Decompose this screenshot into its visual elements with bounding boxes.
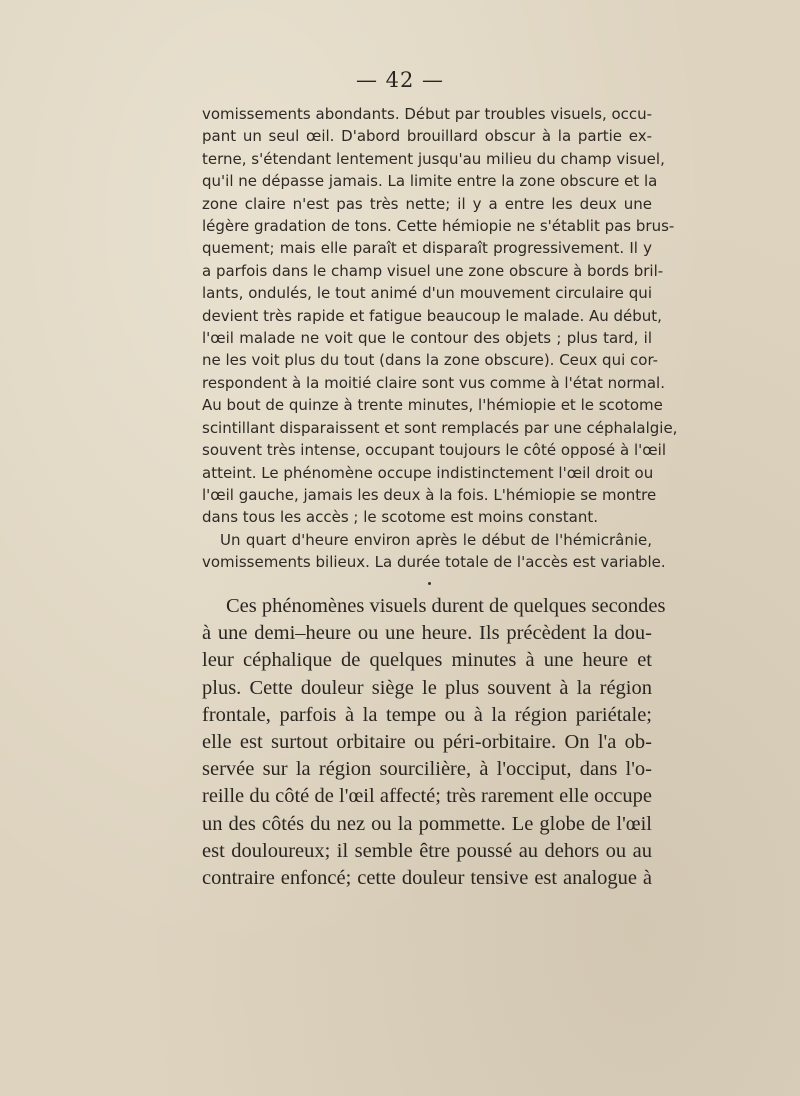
text-line: à une demi–heure ou une heure. Ils précèdent la dou- — [202, 622, 652, 645]
text-line: plus. Cette douleur siège le plus souvent à la région — [202, 676, 652, 699]
text-line: respondent à la moitié claire sont vus comme à l'état normal. — [202, 373, 665, 392]
text-line: frontale, parfois à la tempe ou à la région pariétale; — [202, 703, 652, 726]
text-line: servée sur la région sourcilière, à l'occiput, dans l'o- — [202, 758, 652, 781]
ink-dot — [428, 582, 431, 585]
text-line: zone claire n'est pas très nette; il y a entre les deux une — [202, 194, 652, 213]
text-line: vomissements bilieux. La durée totale de l'accès est variable. — [202, 553, 666, 572]
text-line: qu'il ne dépasse jamais. La limite entre la zone obscure et la — [202, 172, 658, 191]
text-line: souvent très intense, occupant toujours le côté opposé à l'œil — [202, 441, 666, 460]
text-line: contraire enfoncé; cette douleur tensive est analogue à — [202, 867, 652, 890]
paragraph-large-print — [202, 593, 666, 892]
text-line: ne les voit plus du tout (dans la zone obscure). Ceux qui cor- — [202, 351, 659, 370]
text-line: lants, ondulés, le tout animé d'un mouvement circulaire qui — [202, 284, 652, 303]
text-line: terne, s'étendant lentement jusqu'au milieu du champ visuel, — [202, 149, 665, 168]
text-line: Ces phénomènes visuels durent de quelques secondes — [226, 595, 666, 617]
text-line: Au bout de quinze à trente minutes, l'hémiopie et le scotome — [202, 396, 663, 415]
text-line: elle est surtout orbitaire ou péri-orbitaire. On l'a ob- — [202, 731, 652, 754]
text-line: devient très rapide et fatigue beaucoup le malade. Au début, — [202, 306, 662, 325]
text-line: atteint. Le phénomène occupe indistinctement l'œil droit ou — [202, 463, 654, 482]
text-line: quement; mais elle paraît et disparaît progressivement. Il y — [202, 239, 652, 258]
text-line: un des côtés du nez ou la pommette. Le globe de l'œil — [202, 812, 652, 835]
text-line: Un quart d'heure environ après le début de l'hémicrânie, — [220, 530, 652, 549]
text-line: l'œil malade ne voit que le contour des objets ; plus tard, il — [202, 329, 652, 348]
text-line: scintillant disparaissent et sont remplacés par une céphalalgie, — [202, 418, 678, 437]
page-number: — 42 — — [355, 68, 445, 92]
text-line: a parfois dans le champ visuel une zone obscure à bords bril- — [202, 261, 664, 280]
text-line: dans tous les accès ; le scotome est moins constant. — [202, 508, 599, 527]
text-line: vomissements abondants. Début par troubles visuels, occu- — [202, 105, 653, 123]
text-line: pant un seul œil. D'abord brouillard obscur à la partie ex- — [202, 127, 652, 146]
text-line: reille du côté de l'œil affecté; très rarement elle occupe — [202, 785, 652, 808]
text-line: leur céphalique de quelques minutes à une heure et — [202, 649, 652, 672]
paragraph-small-print — [202, 103, 678, 574]
text-line: légère gradation de tons. Cette hémiopie ne s'établit pas brus- — [202, 217, 675, 236]
text-line: l'œil gauche, jamais les deux à la fois. L'hémiopie se montre — [202, 485, 657, 504]
text-line: est douloureux; il semble être poussé au dehors ou au — [202, 839, 652, 862]
